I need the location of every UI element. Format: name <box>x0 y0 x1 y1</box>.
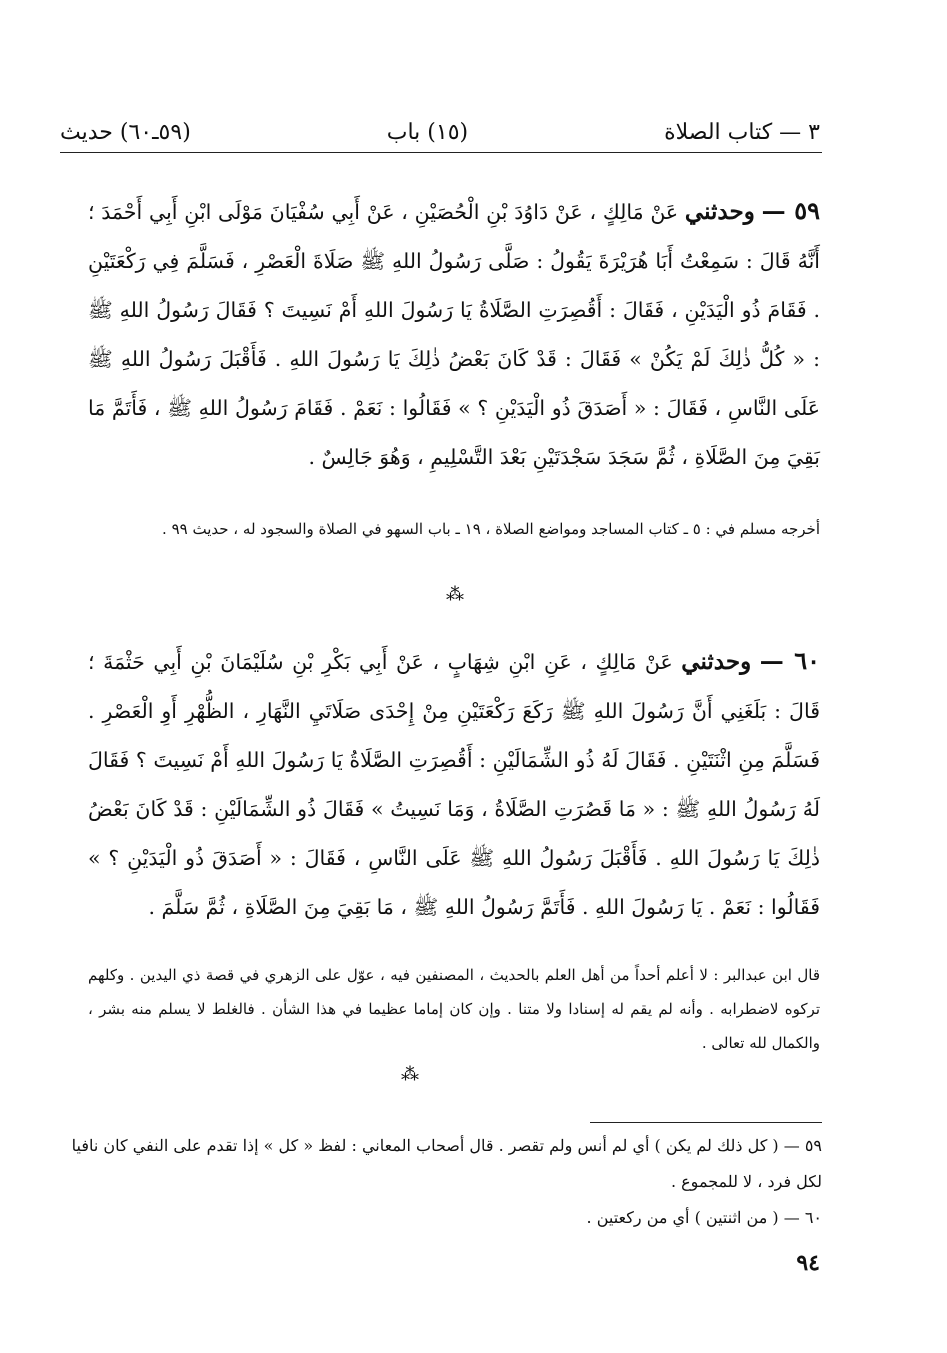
hadith-number: ٦٠ — <box>759 646 820 675</box>
hadith-range: (٥٩ـ٦٠) حديث <box>60 119 191 145</box>
hadith-60-commentary: قال ابن عبدالبر : لا أعلم أحداً من أهل العلم بالحديث ، المصنفين فيه ، عوّل على الزهري في قصة ذي اليدين . وكلهم تركوه لاضطرابه . وأنه لم يقم له إسنادا ولا متنا . وإن كان إماما عظيما في هذا الشأن . فالغلط لا يسلم منه بشر ، والكمال لله تعالى . <box>88 966 820 1052</box>
hadith-text: عَنْ مَالِكٍ ، عَنِ ابْنِ شِهَابٍ ، عَنْ أَبِي بَكْرِ بْنِ سُلَيْمَانَ بْنِ أَبِي حَثْمَةَ ؛ قَالَ : بَلَغَنِي أَنَّ رَسُولَ اللهِ ﷺ رَكَعَ رَكْعَتَيْنِ مِنْ إِحْدَى صَلَاتَيِ النَّهَارِ ، الظُّهْرِ أَوِ الْعَصْرِ . فَسَلَّمَ مِنِ اثْنَتَيْنِ . فَقَالَ لَهُ ذُو الشِّمَالَيْنِ : أَقُصِرَتِ الصَّلَاةُ يَا رَسُولَ اللهِ أَمْ نَسِيتَ ؟ فَقَالَ لَهُ رَسُولُ اللهِ ﷺ : « مَا قَصُرَتِ الصَّلَاةُ ، وَمَا نَسِيتُ » فَقَالَ ذُو الشِّمَالَيْنِ : قَدْ كَانَ بَعْضُ ذٰلِكَ يَا رَسُولَ اللهِ . فَأَقْبَلَ رَسُولُ اللهِ ﷺ عَلَى النَّاسِ ، فَقَالَ : « أَصَدَقَ ذُو الْيَدَيْنِ ؟ » فَقَالُوا : نَعَمْ . يَا رَسُولَ اللهِ . فَأَتَمَّ رَسُولُ اللهِ ﷺ ، مَا بَقِيَ مِنَ الصَّلَاةِ ، ثُمَّ سَلَّمَ . <box>88 650 820 919</box>
section-separator: ⁂ <box>446 584 464 605</box>
footnote: ٥٩ — ( كل ذلك لم يكن ) أي لم أنس ولم تقصر . قال أصحاب المعاني : لفظ « كل » إذا تقدم على النفي كان نافيا لكل فرد ، لا للمجموع . <box>71 1136 822 1191</box>
section-separator: ⁂ <box>401 1064 419 1085</box>
hadith-lead: وحدثني <box>681 648 752 675</box>
footnotes <box>60 1128 822 1236</box>
running-header <box>60 112 820 152</box>
header-rule <box>60 152 822 153</box>
hadith-text: عَنْ مَالِكٍ ، عَنْ دَاوُدَ بْنِ الْحُصَيْنِ ، عَنْ أَبِي سُفْيَانَ مَوْلَى ابْنِ أَبِي أَحْمَدَ ؛ أَنَّهُ قَالَ : سَمِعْتُ أَبَا هُرَيْرَةَ يَقُولُ : صَلَّى رَسُولُ اللهِ ﷺ صَلَاةَ الْعَصْرِ ، فَسَلَّمَ فِي رَكْعَتَيْنِ . فَقَامَ ذُو الْيَدَيْنِ ، فَقَالَ : أَقُصِرَتِ الصَّلَاةُ يَا رَسُولَ اللهِ أَمْ نَسِيتَ ؟ فَقَالَ رَسُولُ اللهِ ﷺ : « كُلُّ ذٰلِكَ لَمْ يَكُنْ » فَقَالَ : قَدْ كَانَ بَعْضُ ذٰلِكَ يَا رَسُولَ اللهِ . فَأَقْبَلَ رَسُولُ اللهِ ﷺ عَلَى النَّاسِ ، فَقَالَ : « أَصَدَقَ ذُو الْيَدَيْنِ ؟ » فَقَالُوا : نَعَمْ . فَقَامَ رَسُولُ اللهِ ﷺ ، فَأَتَمَّ مَا بَقِيَ مِنَ الصَّلَاةِ ، ثُمَّ سَجَدَ سَجْدَتَيْنِ بَعْدَ التَّسْلِيمِ ، وَهُوَ جَالِسٌ . <box>88 200 820 469</box>
hadith-number: ٥٩ — <box>761 196 820 225</box>
footnote-rule <box>590 1122 822 1123</box>
hadith-60 <box>88 636 820 932</box>
bab-label: (١٥) باب <box>386 119 469 145</box>
hadith-59 <box>88 186 820 482</box>
footnote: ٦٠ — ( من اثنتين ) أي من ركعتين . <box>586 1208 822 1227</box>
page-number: ٩٤ <box>796 1250 820 1276</box>
chapter-title: ٣ — كتاب الصلاة <box>664 119 820 145</box>
hadith-lead: وحدثني <box>684 198 755 225</box>
hadith-59-takhrij: أخرجه مسلم في : ٥ ـ كتاب المساجد ومواضع الصلاة ، ١٩ ـ باب السهو في الصلاة والسجود له ، حديث ٩٩ . <box>162 520 820 538</box>
